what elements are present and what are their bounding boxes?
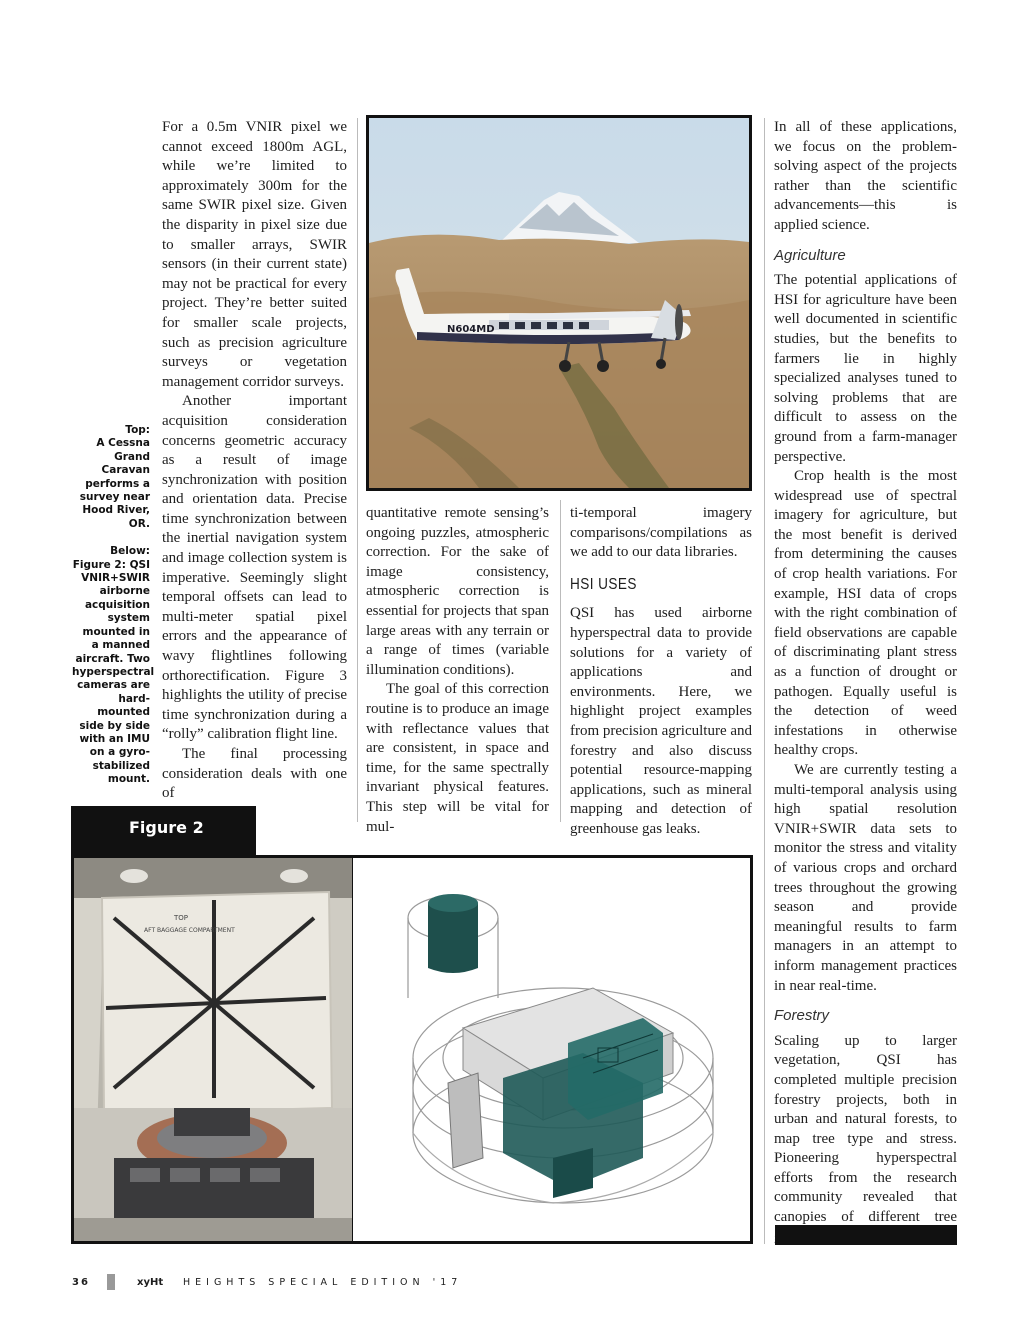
bag-text-top: TOP: [174, 914, 189, 922]
footer-logo: xyHt: [137, 1277, 164, 1288]
caption-below-label: Below:: [110, 545, 150, 558]
paragraph: [162, 392, 347, 745]
column-divider: [560, 500, 561, 822]
bag-text-compartment: AFT BAGGAGE COMPARTMENT: [144, 927, 235, 934]
text-span: highlights the utility of precise time synchronization during a “rolly” calibration flight line.: [162, 687, 347, 743]
text-span: Another important acquisition consideration concerns geometric accuracy as a result of image synchronization with position and orientation data. Precise time synchronization between the inertial navigation system and image collection system is imperative. Seemingly slight temporal offsets can lead to multi-meter spatial pixel errors and the appearance of wavy flightlines following orthorectification.: [162, 393, 347, 684]
cessna-photo-illustration: [369, 118, 749, 488]
column-divider: [764, 118, 765, 1244]
paragraph: The final processing consideration deals with one of: [162, 746, 347, 802]
caption-below-text: Figure 2: QSI VNIR+SWIR airborne acquisition system mounted in a manned aircraft. Two hyperspectral cameras are hard-mounted side by side with an IMU on a gyro-stabilized mount.: [72, 558, 155, 786]
figure-caption: [72, 424, 155, 787]
figure-label: Figure 2: [129, 818, 204, 837]
page-number: 36: [72, 1277, 90, 1288]
paragraph: For a 0.5m VNIR pixel we cannot exceed 1800m AGL, while we’re limited to approximately 300m for the same SWIR pixel size. Given the disparity in pixel size due to smaller arrays, SWIR sensors (in their current state) may not be practical for every project. They’re better suited for smaller scale projects, such as precision agriculture surveys or vegetation management corridor surveys.: [162, 119, 347, 390]
paragraph: Scaling up to larger vegetation, QSI has completed multiple precision forestry projects, both in urban and natural forests, to map tree type and stress. Pioneering hyperspectral efforts from the research community revealed that canopies of different tree: [774, 1032, 957, 1226]
text-column-4: [774, 118, 957, 1247]
section-heading-hsi-uses: HSI USES: [570, 575, 637, 593]
figure-2-box: [71, 855, 753, 1244]
paragraph: In all of these applications, we focus on the problem-solving aspect of the projects rather than the scientific advancements—this is applied science.: [774, 119, 957, 233]
text-column-1: [162, 118, 347, 804]
caption-top-label: Top:: [125, 424, 150, 436]
caption-top-text: A Cessna Grand Caravan performs a survey near Hood River, OR.: [79, 437, 150, 530]
sensor-mount-cad-render: [353, 858, 750, 1241]
section-heading-forestry: Forestry: [774, 1007, 830, 1025]
decorative-bar: [775, 1225, 957, 1245]
paragraph: The goal of this correction routine is to produce an image with reflectance values that are consistent, in space and time, for the same spectrally invariant physical features. This step will be vital for mul-: [366, 681, 549, 835]
text-column-3: [570, 504, 752, 840]
figure-reference: Figure 3: [285, 667, 347, 684]
figure-label-tab: [71, 806, 256, 855]
paragraph: The potential applications of HSI for agriculture have been well documented in scientific studies, but the benefits to farmers lie in highly specialized analyses tuned to solving problems that are difficult to assess on the ground from a farm-manager perspective.: [774, 272, 957, 465]
aircraft-photo: [366, 115, 752, 491]
aircraft-tail-number: N604MD: [447, 324, 495, 335]
section-heading-agriculture: Agriculture: [774, 246, 846, 264]
footer-edition: HEIGHTS SPECIAL EDITION '17: [183, 1277, 463, 1288]
column-divider: [357, 118, 358, 822]
text-column-2: [366, 504, 549, 837]
paragraph: We are currently testing a multi-temporal analysis using high spatial resolution VNIR+SWIR data sets to monitor the stress and vitality of various crops and orchard trees throughout the growing season and provide meaningful results to farm managers in an attempt to inform management practices in near real-time.: [774, 762, 957, 994]
paragraph: Crop health is the most widespread use of spectral imagery for agriculture, but the most benefit is derived from determining the causes of crop health variations. For example, HSI data of crops with the right combination of field observations are capable of discriminating plant stress as a function of drought or pathogen. Equally useful is the detection of weed infestations in otherwise healthy crops.: [774, 468, 957, 759]
aircraft-cabin-photo: [74, 858, 352, 1241]
footer-divider: [107, 1274, 115, 1290]
paragraph: ti-temporal imagery comparisons/compilations as we add to our data libraries.: [570, 505, 752, 561]
paragraph: QSI has used airborne hyperspectral data to provide solutions for a variety of applications and environments. Here, we highlight project examples from precision agriculture and forestry and also discuss potential resource-mapping applications, such as mineral mapping and detection of greenhouse gas leaks.: [570, 605, 753, 837]
paragraph: quantitative remote sensing’s ongoing puzzles, atmospheric correction. For the sake of image consistency, atmospheric correction is essential for projects that span large areas with any terrain or a range of times (variable illumination conditions).: [366, 505, 549, 678]
